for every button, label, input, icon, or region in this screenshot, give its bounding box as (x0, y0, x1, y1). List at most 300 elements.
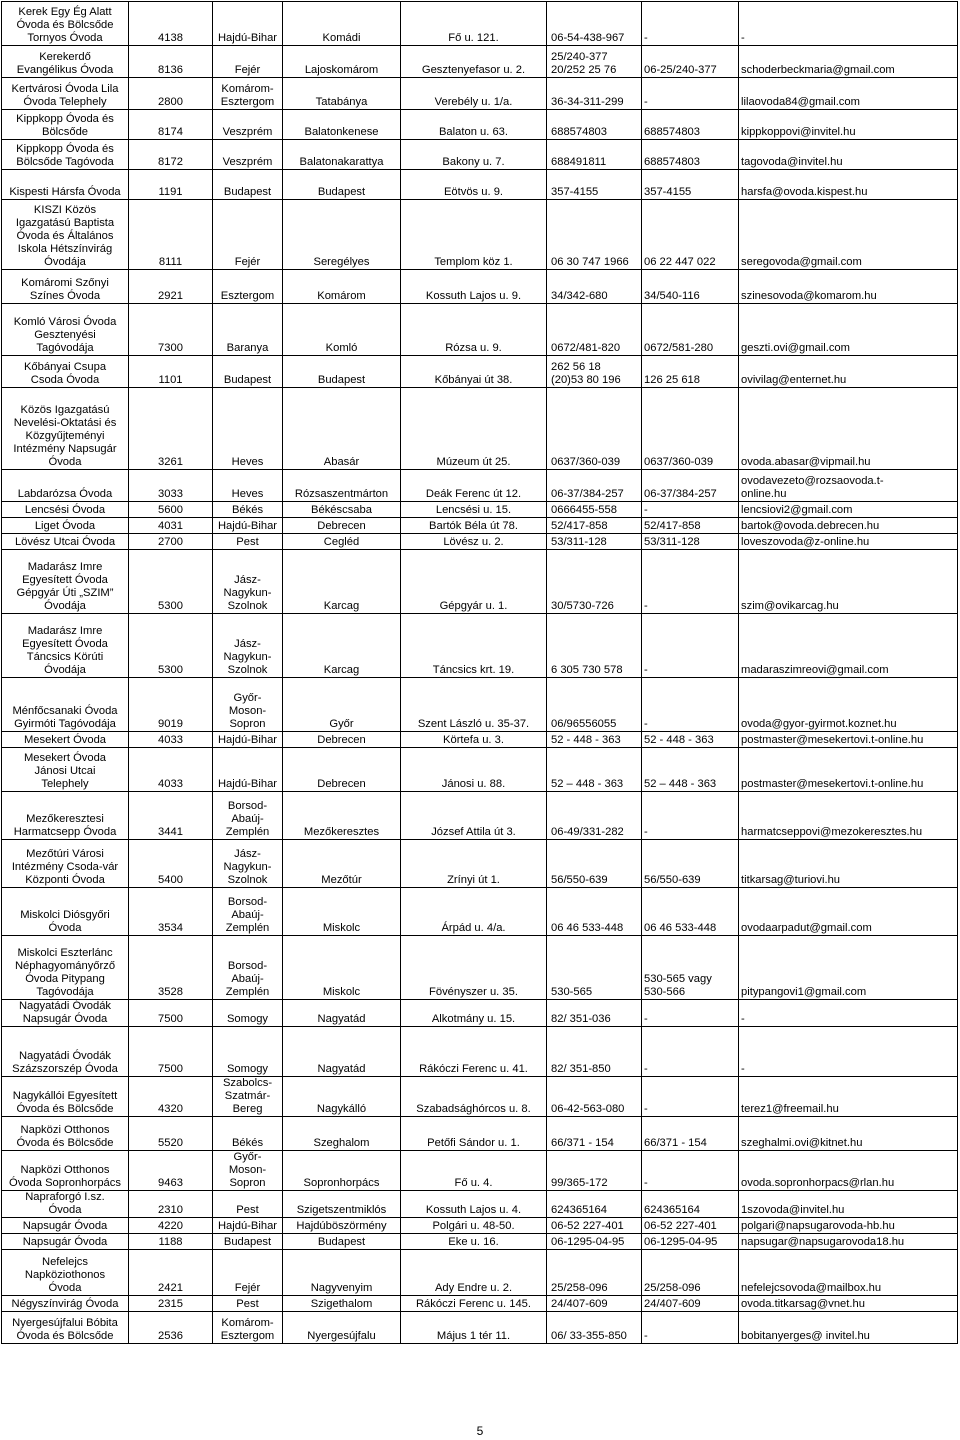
fax-cell: 56/550-639 (642, 840, 739, 888)
city-cell: Nagykálló (283, 1077, 401, 1117)
postal-code-cell: 2315 (129, 1296, 213, 1312)
postal-code-cell: 3528 (129, 936, 213, 1000)
street-address-cell: Deák Ferenc út 12. (401, 470, 547, 502)
street-address-cell: Polgári u. 48-50. (401, 1218, 547, 1234)
fax-cell: 06-25/240-377 (642, 46, 739, 78)
email-cell[interactable]: titkarsag@turiovi.hu (739, 840, 958, 888)
street-address-cell: Bartók Béla út 78. (401, 518, 547, 534)
email-cell[interactable]: ovoda.abasar@vipmail.hu (739, 388, 958, 470)
fax-cell: - (642, 1000, 739, 1027)
postal-code-cell: 2310 (129, 1191, 213, 1218)
city-cell: Komló (283, 304, 401, 356)
name-cell: Napraforgó I.sz. Óvoda (2, 1191, 129, 1218)
email-cell[interactable]: napsugar@napsugarovoda18.hu (739, 1234, 958, 1250)
postal-code-cell: 1191 (129, 170, 213, 200)
county-cell: Győr-Moson- Sopron (213, 1151, 283, 1191)
street-address-cell: Fövényszer u. 35. (401, 936, 547, 1000)
fax-cell: 66/371 - 154 (642, 1117, 739, 1151)
county-cell: Komárom- Esztergom (213, 78, 283, 110)
postal-code-cell: 8174 (129, 110, 213, 140)
table-row (2, 748, 958, 792)
street-address-cell: Gépgyár u. 1. (401, 550, 547, 614)
phone-cell: 34/342-680 (547, 270, 642, 304)
city-cell: Budapest (283, 356, 401, 388)
phone-cell: 06 30 747 1966 (547, 200, 642, 270)
fax-cell: - (642, 614, 739, 678)
city-cell: Szigethalom (283, 1296, 401, 1312)
county-cell: Heves (213, 470, 283, 502)
street-address-cell: Rákóczi Ferenc u. 41. (401, 1027, 547, 1077)
table-row (2, 732, 958, 748)
name-cell: Mesekert Óvoda (2, 732, 129, 748)
street-address-cell: József Attila út 3. (401, 792, 547, 840)
street-address-cell: Bakony u. 7. (401, 140, 547, 170)
table-row (2, 1077, 958, 1117)
county-cell: Jász- Nagykun- Szolnok (213, 550, 283, 614)
email-cell[interactable]: szim@ovikarcag.hu (739, 550, 958, 614)
city-cell: Nagyvenyim (283, 1250, 401, 1296)
city-cell: Debrecen (283, 748, 401, 792)
county-cell: Heves (213, 388, 283, 470)
name-cell: Liget Óvoda (2, 518, 129, 534)
city-cell: Mezőtúr (283, 840, 401, 888)
county-cell: Békés (213, 1117, 283, 1151)
county-cell: Baranya (213, 304, 283, 356)
postal-code-cell: 3534 (129, 888, 213, 936)
city-cell: Balatonkenese (283, 110, 401, 140)
name-cell: Lövész Utcai Óvoda (2, 534, 129, 550)
email-cell[interactable]: harsfa@ovoda.kispest.hu (739, 170, 958, 200)
name-cell: Kippkopp Óvoda és Bölcsőde Tagóvoda (2, 140, 129, 170)
phone-cell: 06/ 33-355-850 (547, 1312, 642, 1344)
fax-cell: 06-52 227-401 (642, 1218, 739, 1234)
postal-code-cell: 4033 (129, 748, 213, 792)
email-cell[interactable]: lilaovoda84@gmail.com (739, 78, 958, 110)
street-address-cell: Templom köz 1. (401, 200, 547, 270)
fax-cell: 06 46 533-448 (642, 888, 739, 936)
table-row (2, 170, 958, 200)
table-row (2, 1234, 958, 1250)
street-address-cell: Zrínyi út 1. (401, 840, 547, 888)
city-cell: Debrecen (283, 732, 401, 748)
postal-code-cell: 7300 (129, 304, 213, 356)
fax-cell: - (642, 550, 739, 614)
fax-cell: 52/417-858 (642, 518, 739, 534)
county-cell: Hajdú-Bihar (213, 1218, 283, 1234)
table-row (2, 78, 958, 110)
email-cell[interactable]: ovoda@gyor-gyirmot.koznet.hu (739, 678, 958, 732)
phone-cell: 262 56 18 (20)53 80 196 (547, 356, 642, 388)
fax-cell: 530-565 vagy 530-566 (642, 936, 739, 1000)
city-cell: Mezőkeresztes (283, 792, 401, 840)
county-cell: Fejér (213, 200, 283, 270)
county-cell: Budapest (213, 1234, 283, 1250)
street-address-cell: Eke u. 16. (401, 1234, 547, 1250)
county-cell: Hajdú-Bihar (213, 2, 283, 46)
fax-cell: 06 22 447 022 (642, 200, 739, 270)
email-cell[interactable]: pitypangovi1@gmail.com (739, 936, 958, 1000)
fax-cell: - (642, 792, 739, 840)
fax-cell: 24/407-609 (642, 1296, 739, 1312)
name-cell: Miskolci Diósgyőri Óvoda (2, 888, 129, 936)
postal-code-cell: 8172 (129, 140, 213, 170)
street-address-cell: Táncsics krt. 19. (401, 614, 547, 678)
county-cell: Budapest (213, 356, 283, 388)
email-cell[interactable]: nefelejcsovoda@mailbox.hu (739, 1250, 958, 1296)
name-cell: Napközi Otthonos Óvoda és Bölcsőde (2, 1117, 129, 1151)
postal-code-cell: 2536 (129, 1312, 213, 1344)
fax-cell: 0637/360-039 (642, 388, 739, 470)
city-cell: Komádi (283, 2, 401, 46)
table-row (2, 1296, 958, 1312)
email-cell[interactable]: schoderbeckmaria@gmail.com (739, 46, 958, 78)
table-row (2, 46, 958, 78)
phone-cell: 52 – 448 - 363 (547, 748, 642, 792)
email-cell[interactable]: madaraszimreovi@gmail.com (739, 614, 958, 678)
table-row (2, 1027, 958, 1077)
phone-cell: 357-4155 (547, 170, 642, 200)
phone-cell: 688491811 (547, 140, 642, 170)
city-cell: Nagyatád (283, 1027, 401, 1077)
name-cell: Nefelejcs Napköziothonos Óvoda (2, 1250, 129, 1296)
name-cell: Nagyatádi Óvodák Százszorszép Óvoda (2, 1027, 129, 1077)
phone-cell: 52 - 448 - 363 (547, 732, 642, 748)
postal-code-cell: 1101 (129, 356, 213, 388)
fax-cell: 624365164 (642, 1191, 739, 1218)
county-cell: Hajdú-Bihar (213, 748, 283, 792)
email-cell[interactable]: harmatcseppovi@mezokeresztes.hu (739, 792, 958, 840)
phone-cell: 06-52 227-401 (547, 1218, 642, 1234)
phone-cell: 56/550-639 (547, 840, 642, 888)
city-cell: Debrecen (283, 518, 401, 534)
street-address-cell: Május 1 tér 11. (401, 1312, 547, 1344)
phone-cell: 82/ 351-850 (547, 1027, 642, 1077)
city-cell: Győr (283, 678, 401, 732)
county-cell: Komárom- Esztergom (213, 1312, 283, 1344)
email-cell[interactable]: 1szovoda@invitel.hu (739, 1191, 958, 1218)
phone-cell: 06-42-563-080 (547, 1077, 642, 1117)
phone-cell: 36-34-311-299 (547, 78, 642, 110)
street-address-cell: Szabadsághórcos u. 8. (401, 1077, 547, 1117)
postal-code-cell: 8111 (129, 200, 213, 270)
postal-code-cell: 4220 (129, 1218, 213, 1234)
name-cell: Madarász Imre Egyesített Óvoda Táncsics Körúti Óvodája (2, 614, 129, 678)
email-cell: - (739, 2, 958, 46)
email-cell[interactable]: geszti.ovi@gmail.com (739, 304, 958, 356)
fax-cell: 52 - 448 - 363 (642, 732, 739, 748)
street-address-cell: Kőbányai út 38. (401, 356, 547, 388)
street-address-cell: Árpád u. 4/a. (401, 888, 547, 936)
city-cell: Rózsaszentmárton (283, 470, 401, 502)
city-cell: Békéscsaba (283, 502, 401, 518)
street-address-cell: Rákóczi Ferenc u. 145. (401, 1296, 547, 1312)
phone-cell: 0637/360-039 (547, 388, 642, 470)
postal-code-cell: 2921 (129, 270, 213, 304)
street-address-cell: Körtefa u. 3. (401, 732, 547, 748)
street-address-cell: Eötvös u. 9. (401, 170, 547, 200)
table-row (2, 356, 958, 388)
county-cell: Borsod- Abaúj- Zemplén (213, 888, 283, 936)
email-cell[interactable]: bobitanyerges@ invitel.hu (739, 1312, 958, 1344)
fax-cell: - (642, 502, 739, 518)
city-cell: Budapest (283, 170, 401, 200)
postal-code-cell: 4138 (129, 2, 213, 46)
name-cell: Labdarózsa Óvoda (2, 470, 129, 502)
postal-code-cell: 2800 (129, 78, 213, 110)
name-cell: Napsugár Óvoda (2, 1218, 129, 1234)
fax-cell: 52 – 448 - 363 (642, 748, 739, 792)
kindergarten-table (1, 1, 958, 1344)
postal-code-cell: 7500 (129, 1027, 213, 1077)
name-cell: Ménfőcsanaki Óvoda Gyirmóti Tagóvodája (2, 678, 129, 732)
name-cell: Kerekerdő Evangélikus Óvoda (2, 46, 129, 78)
county-cell: Fejér (213, 1250, 283, 1296)
fax-cell: - (642, 1312, 739, 1344)
email-cell[interactable]: loveszovoda@z-online.hu (739, 534, 958, 550)
name-cell: Kispesti Hársfa Óvoda (2, 170, 129, 200)
name-cell: Kőbányai Csupa Csoda Óvoda (2, 356, 129, 388)
email-cell[interactable]: szinesovoda@komarom.hu (739, 270, 958, 304)
street-address-cell: Ady Endre u. 2. (401, 1250, 547, 1296)
street-address-cell: Fő u. 4. (401, 1151, 547, 1191)
table-row (2, 1250, 958, 1296)
postal-code-cell: 9463 (129, 1151, 213, 1191)
name-cell: Lencsési Óvoda (2, 502, 129, 518)
table-row (2, 304, 958, 356)
phone-cell: 06-37/384-257 (547, 470, 642, 502)
table-row (2, 502, 958, 518)
phone-cell: 688574803 (547, 110, 642, 140)
name-cell: Mezőtúri Városi Intézmény Csoda-vár Központi Óvoda (2, 840, 129, 888)
name-cell: Nyergesújfalui Bóbita Óvoda és Bölcsőde (2, 1312, 129, 1344)
name-cell: Komáromi Szőnyi Színes Óvoda (2, 270, 129, 304)
table-row (2, 470, 958, 502)
email-cell: - (739, 1000, 958, 1027)
table-row (2, 2, 958, 46)
table-row (2, 1000, 958, 1027)
postal-code-cell: 7500 (129, 1000, 213, 1027)
fax-cell: 25/258-096 (642, 1250, 739, 1296)
phone-cell: 66/371 - 154 (547, 1117, 642, 1151)
fax-cell: 357-4155 (642, 170, 739, 200)
email-cell[interactable]: ovodaarpadut@gmail.com (739, 888, 958, 936)
page-number: 5 (476, 1424, 484, 1438)
fax-cell: 53/311-128 (642, 534, 739, 550)
county-cell: Pest (213, 534, 283, 550)
city-cell: Karcag (283, 550, 401, 614)
fax-cell: 34/540-116 (642, 270, 739, 304)
street-address-cell: Fő u. 121. (401, 2, 547, 46)
email-cell: - (739, 1027, 958, 1077)
phone-cell: 6 305 730 578 (547, 614, 642, 678)
postal-code-cell: 1188 (129, 1234, 213, 1250)
postal-code-cell: 4320 (129, 1077, 213, 1117)
email-cell[interactable]: kippkoppovi@invitel.hu (739, 110, 958, 140)
postal-code-cell: 2700 (129, 534, 213, 550)
county-cell: Esztergom (213, 270, 283, 304)
postal-code-cell: 2421 (129, 1250, 213, 1296)
street-address-cell: Múzeum út 25. (401, 388, 547, 470)
table-row (2, 1312, 958, 1344)
email-cell[interactable]: ovoda.titkarsag@vnet.hu (739, 1296, 958, 1312)
table-row (2, 534, 958, 550)
county-cell: Somogy (213, 1027, 283, 1077)
phone-cell: 25/240-377 20/252 25 76 (547, 46, 642, 78)
table-row (2, 614, 958, 678)
phone-cell: 82/ 351-036 (547, 1000, 642, 1027)
email-cell[interactable]: ovodavezeto@rozsaovoda.t- online.hu (739, 470, 958, 502)
table-row (2, 1218, 958, 1234)
county-cell: Jász- Nagykun- Szolnok (213, 840, 283, 888)
postal-code-cell: 4031 (129, 518, 213, 534)
postal-code-cell: 5300 (129, 550, 213, 614)
name-cell: Komló Városi Óvoda Gesztenyési Tagóvodája (2, 304, 129, 356)
name-cell: Napközi Otthonos Óvoda Sopronhorpács (2, 1151, 129, 1191)
street-address-cell: Lövész u. 2. (401, 534, 547, 550)
phone-cell: 06/96556055 (547, 678, 642, 732)
city-cell: Budapest (283, 1234, 401, 1250)
county-cell: Győr-Moson- Sopron (213, 678, 283, 732)
table-row (2, 678, 958, 732)
email-cell[interactable]: postmaster@mesekertovi.t-online.hu (739, 732, 958, 748)
email-cell[interactable]: lencsiovi2@gmail.com (739, 502, 958, 518)
name-cell: Mezőkeresztesi Harmatcsepp Óvoda (2, 792, 129, 840)
postal-code-cell: 9019 (129, 678, 213, 732)
table-row (2, 550, 958, 614)
city-cell: Karcag (283, 614, 401, 678)
name-cell: Nagyatádi Óvodák Napsugár Óvoda (2, 1000, 129, 1027)
email-cell[interactable]: polgari@napsugarovoda-hb.hu (739, 1218, 958, 1234)
name-cell: Kippkopp Óvoda és Bölcsőde (2, 110, 129, 140)
street-address-cell: Verebély u. 1/a. (401, 78, 547, 110)
email-cell[interactable]: terez1@freemail.hu (739, 1077, 958, 1117)
postal-code-cell: 3441 (129, 792, 213, 840)
table-row (2, 840, 958, 888)
county-cell: Borsod- Abaúj- Zemplén (213, 936, 283, 1000)
postal-code-cell: 3033 (129, 470, 213, 502)
city-cell: Nagyatád (283, 1000, 401, 1027)
email-cell[interactable]: ovoda.sopronhorpacs@rlan.hu (739, 1151, 958, 1191)
county-cell: Hajdú-Bihar (213, 518, 283, 534)
county-cell: Szabolcs- Szatmár- Bereg (213, 1077, 283, 1117)
county-cell: Jász- Nagykun- Szolnok (213, 614, 283, 678)
phone-cell: 99/365-172 (547, 1151, 642, 1191)
email-cell[interactable]: szeghalmi.ovi@kitnet.hu (739, 1117, 958, 1151)
city-cell: Tatabánya (283, 78, 401, 110)
county-cell: Veszprém (213, 140, 283, 170)
email-cell[interactable]: tagovoda@invitel.hu (739, 140, 958, 170)
postal-code-cell: 8136 (129, 46, 213, 78)
fax-cell: - (642, 1027, 739, 1077)
table-row (2, 270, 958, 304)
fax-cell: - (642, 1151, 739, 1191)
fax-cell: - (642, 78, 739, 110)
fax-cell: 0672/581-280 (642, 304, 739, 356)
phone-cell: 624365164 (547, 1191, 642, 1218)
city-cell: Cegléd (283, 534, 401, 550)
county-cell: Pest (213, 1296, 283, 1312)
street-address-cell: Balaton u. 63. (401, 110, 547, 140)
street-address-cell: Alkotmány u. 15. (401, 1000, 547, 1027)
table-row (2, 1191, 958, 1218)
postal-code-cell: 5600 (129, 502, 213, 518)
name-cell: Kertvárosi Óvoda Lila Óvoda Telephely (2, 78, 129, 110)
phone-cell: 0672/481-820 (547, 304, 642, 356)
phone-cell: 25/258-096 (547, 1250, 642, 1296)
table-row (2, 888, 958, 936)
name-cell: Kerek Egy Ég Alatt Óvoda és Bölcsőde Tornyos Óvoda (2, 2, 129, 46)
county-cell: Fejér (213, 46, 283, 78)
phone-cell: 30/5730-726 (547, 550, 642, 614)
table-row (2, 140, 958, 170)
table-row (2, 1151, 958, 1191)
fax-cell: - (642, 2, 739, 46)
street-address-cell: Szent László u. 35-37. (401, 678, 547, 732)
name-cell: Miskolci Eszterlánc Néphagyományőrző Óvoda Pitypang Tagóvodája (2, 936, 129, 1000)
street-address-cell: Rózsa u. 9. (401, 304, 547, 356)
fax-cell: 688574803 (642, 140, 739, 170)
phone-cell: 06-49/331-282 (547, 792, 642, 840)
postal-code-cell: 5520 (129, 1117, 213, 1151)
phone-cell: 53/311-128 (547, 534, 642, 550)
city-cell: Lajoskomárom (283, 46, 401, 78)
street-address-cell: Gesztenyefasor u. 2. (401, 46, 547, 78)
county-cell: Pest (213, 1191, 283, 1218)
street-address-cell: Kossuth Lajos u. 4. (401, 1191, 547, 1218)
phone-cell: 24/407-609 (547, 1296, 642, 1312)
county-cell: Borsod- Abaúj- Zemplén (213, 792, 283, 840)
name-cell: Négyszínvirág Óvoda (2, 1296, 129, 1312)
email-cell[interactable]: ovivilag@enternet.hu (739, 356, 958, 388)
email-cell[interactable]: bartok@ovoda.debrecen.hu (739, 518, 958, 534)
city-cell: Komárom (283, 270, 401, 304)
email-cell[interactable]: postmaster@mesekertovi.t-online.hu (739, 748, 958, 792)
email-cell[interactable]: seregovoda@gmail.com (739, 200, 958, 270)
phone-cell: 52/417-858 (547, 518, 642, 534)
fax-cell: 688574803 (642, 110, 739, 140)
table-row (2, 110, 958, 140)
name-cell: Napsugár Óvoda (2, 1234, 129, 1250)
fax-cell: - (642, 678, 739, 732)
street-address-cell: Petőfi Sándor u. 1. (401, 1117, 547, 1151)
phone-cell: 06-54-438-967 (547, 2, 642, 46)
city-cell: Seregélyes (283, 200, 401, 270)
name-cell: KISZI Közös Igazgatású Baptista Óvoda és Általános Iskola Hétszínvirág Óvodája (2, 200, 129, 270)
city-cell: Miskolc (283, 936, 401, 1000)
phone-cell: 06 46 533-448 (547, 888, 642, 936)
name-cell: Közös Igazgatású Nevelési-Oktatási és Közgyűjteményi Intézmény Napsugár Óvoda (2, 388, 129, 470)
table-row (2, 1117, 958, 1151)
postal-code-cell: 4033 (129, 732, 213, 748)
table-row (2, 388, 958, 470)
postal-code-cell: 5300 (129, 614, 213, 678)
city-cell: Hajdúböszörmény (283, 1218, 401, 1234)
name-cell: Mesekert Óvoda Jánosi Utcai Telephely (2, 748, 129, 792)
county-cell: Békés (213, 502, 283, 518)
fax-cell: 06-37/384-257 (642, 470, 739, 502)
fax-cell: 126 25 618 (642, 356, 739, 388)
street-address-cell: Kossuth Lajos u. 9. (401, 270, 547, 304)
phone-cell: 06-1295-04-95 (547, 1234, 642, 1250)
postal-code-cell: 5400 (129, 840, 213, 888)
name-cell: Madarász Imre Egyesített Óvoda Gépgyár Úti „SZIM” Óvodája (2, 550, 129, 614)
county-cell: Budapest (213, 170, 283, 200)
phone-cell: 530-565 (547, 936, 642, 1000)
city-cell: Balatonakarattya (283, 140, 401, 170)
street-address-cell: Jánosi u. 88. (401, 748, 547, 792)
fax-cell: - (642, 1077, 739, 1117)
table-row (2, 200, 958, 270)
